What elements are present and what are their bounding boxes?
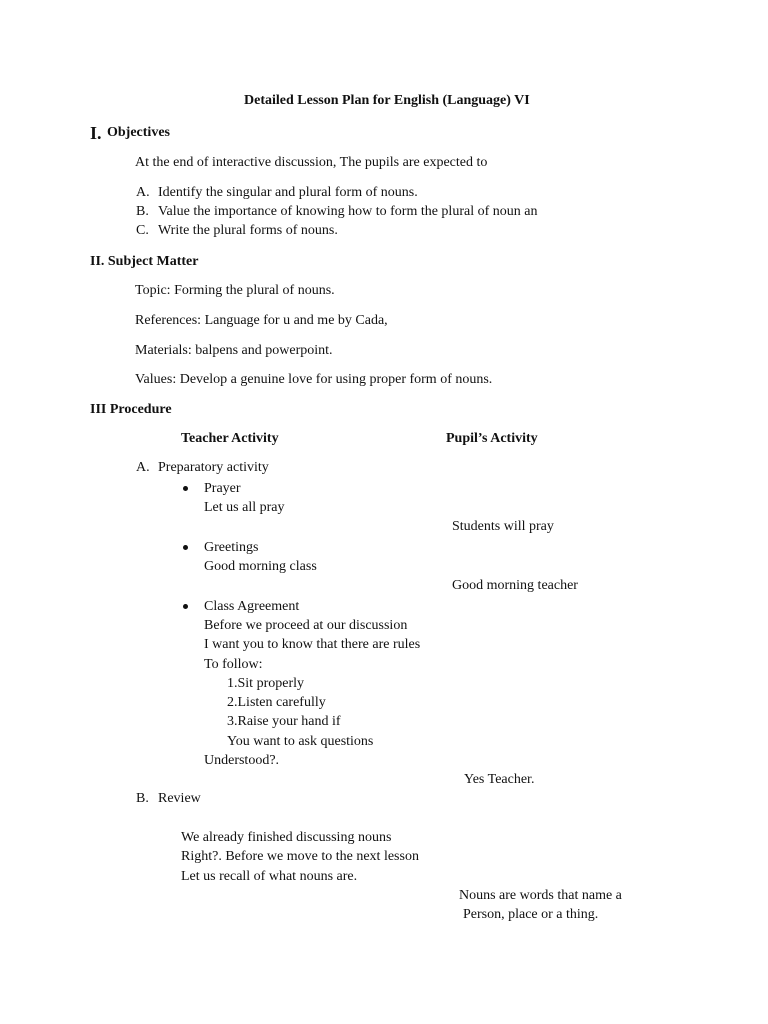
objectives-intro: At the end of interactive discussion, The pupils are expected to xyxy=(135,155,488,170)
review-teacher-line: Let us recall of what nouns are. xyxy=(181,869,358,884)
greetings-title: Greetings xyxy=(204,540,259,555)
bullet-icon xyxy=(183,604,188,609)
preparatory-label: Preparatory activity xyxy=(158,460,269,475)
agreement-rule: 1.Sit properly xyxy=(227,676,304,691)
section-numeral-objectives: I. xyxy=(90,123,102,143)
objective-letter: C. xyxy=(136,223,149,238)
objective-letter: B. xyxy=(136,204,149,219)
procedure-heading: III Procedure xyxy=(90,402,172,417)
prayer-pupil-response: Students will pray xyxy=(452,519,554,534)
materials-line: Materials: balpens and powerpoint. xyxy=(135,343,333,358)
objective-letter: A. xyxy=(136,185,150,200)
agreement-pupil-response: Yes Teacher. xyxy=(464,772,535,787)
references-line: References: Language for u and me by Cada, xyxy=(135,313,388,328)
objective-item: Identify the singular and plural form of nouns. xyxy=(158,185,418,200)
objective-item: Value the importance of knowing how to form the plural of noun an xyxy=(158,204,538,219)
agreement-rule: 3.Raise your hand if xyxy=(227,714,341,729)
agreement-line: Before we proceed at our discussion xyxy=(204,618,408,633)
prayer-title: Prayer xyxy=(204,481,241,496)
teacher-activity-header: Teacher Activity xyxy=(181,431,279,446)
review-pupil-line: Person, place or a thing. xyxy=(463,907,599,922)
review-teacher-line: We already finished discussing nouns xyxy=(181,830,392,845)
review-letter: B. xyxy=(136,791,149,806)
agreement-line: I want you to know that there are rules xyxy=(204,637,421,652)
pupil-activity-header: Pupil’s Activity xyxy=(446,431,538,446)
agreement-rule: 2.Listen carefully xyxy=(227,695,326,710)
objectives-heading: Objectives xyxy=(107,125,170,140)
review-teacher-line: Right?. Before we move to the next lesson xyxy=(181,849,419,864)
greetings-pupil-response: Good morning teacher xyxy=(452,578,578,593)
document-title: Detailed Lesson Plan for English (Language) VI xyxy=(244,93,530,108)
values-line: Values: Develop a genuine love for using proper form of nouns. xyxy=(135,372,493,387)
agreement-title: Class Agreement xyxy=(204,599,300,614)
bullet-icon xyxy=(183,545,188,550)
bullet-icon xyxy=(183,486,188,491)
review-pupil-line: Nouns are words that name a xyxy=(459,888,622,903)
agreement-closing: Understood?. xyxy=(204,753,280,768)
subject-matter-heading: II. Subject Matter xyxy=(90,254,199,269)
prayer-teacher-line: Let us all pray xyxy=(204,500,285,515)
agreement-rule: You want to ask questions xyxy=(227,734,374,749)
greetings-teacher-line: Good morning class xyxy=(204,559,317,574)
topic-line: Topic: Forming the plural of nouns. xyxy=(135,283,335,298)
agreement-line: To follow: xyxy=(204,657,263,672)
objective-item: Write the plural forms of nouns. xyxy=(158,223,338,238)
preparatory-letter: A. xyxy=(136,460,150,475)
review-label: Review xyxy=(158,791,201,806)
